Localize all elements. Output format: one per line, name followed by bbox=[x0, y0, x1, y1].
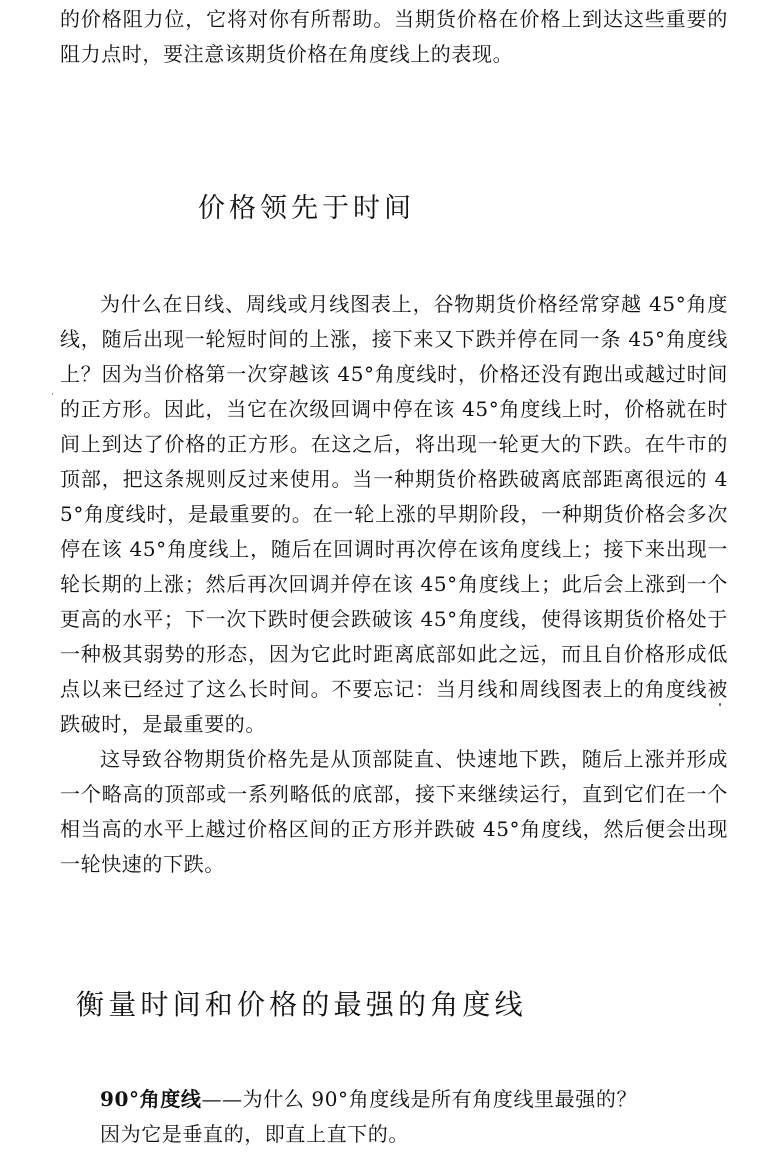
section2-answer-paragraph: 因为它是垂直的，即直上直下的。 bbox=[100, 1122, 409, 1146]
section-heading-price-leads-time: 价格领先于时间 bbox=[198, 193, 415, 224]
section-heading-strongest-angles: 衡量时间和价格的最强的角度线 bbox=[76, 988, 527, 1021]
section1-paragraph-1: 为什么在日线、周线或月线图表上，谷物期货价格经常穿越 45°角度线，随后出现一轮短时间的上涨，接下来又下跌并停在同一条 45°角度线上？因为当价格第一次穿越该 45°角度线时，价格还没有跑出或越过时间的正方形。因此，当它在次级回调中停在该 45°角度线上时，价格就在时间上到达了价格的正方形。在这之后，将出现一轮更大的下跌。在牛市的顶部，把这条规则反过来使用。当一种期货价格跌破离底部距离很远的 45°角度线时，是最重要的。在一轮上涨的早期阶段，一种期货价格会多次停在该 45°角度线上，随后在回调时再次停在该角度线上；接下来出现一轮长期的上涨；然后再次回调并停在该 45°角度线上；此后会上涨到一个更高的水平；下一次下跌时便会跌破该 45°角度线，使得该期货价格处于一种极其弱势的形态，因为它此时距离底部如此之远，而且自价格形成低点以来已经过了这么长时间。不要忘记：当月线和周线图表上的角度线被跌破时，是最重要的。 bbox=[60, 292, 728, 736]
term-question: ——为什么 90°角度线是所有角度线里最强的？ bbox=[201, 1087, 638, 1111]
top-paragraph: 的价格阻力位，它将对你有所帮助。当期货价格在价格上到达这些重要的阻力点时，要注意该期货价格在角度线上的表现。 bbox=[60, 7, 728, 66]
term-90-degree-angle: 90°角度线 bbox=[100, 1087, 202, 1111]
scan-speck bbox=[719, 703, 721, 706]
section1-paragraph-2: 这导致谷物期货价格先是从顶部陡直、快速地下跌，随后上涨并形成一个略高的顶部或一系列略低的底部，接下来继续运行，直到它们在一个相当高的水平上越过价格区间的正方形并跌破 45°角度线，然后便会出现一轮快速的下跌。 bbox=[60, 747, 728, 876]
scan-speck bbox=[52, 393, 53, 395]
section2-question-paragraph bbox=[100, 1082, 728, 1117]
